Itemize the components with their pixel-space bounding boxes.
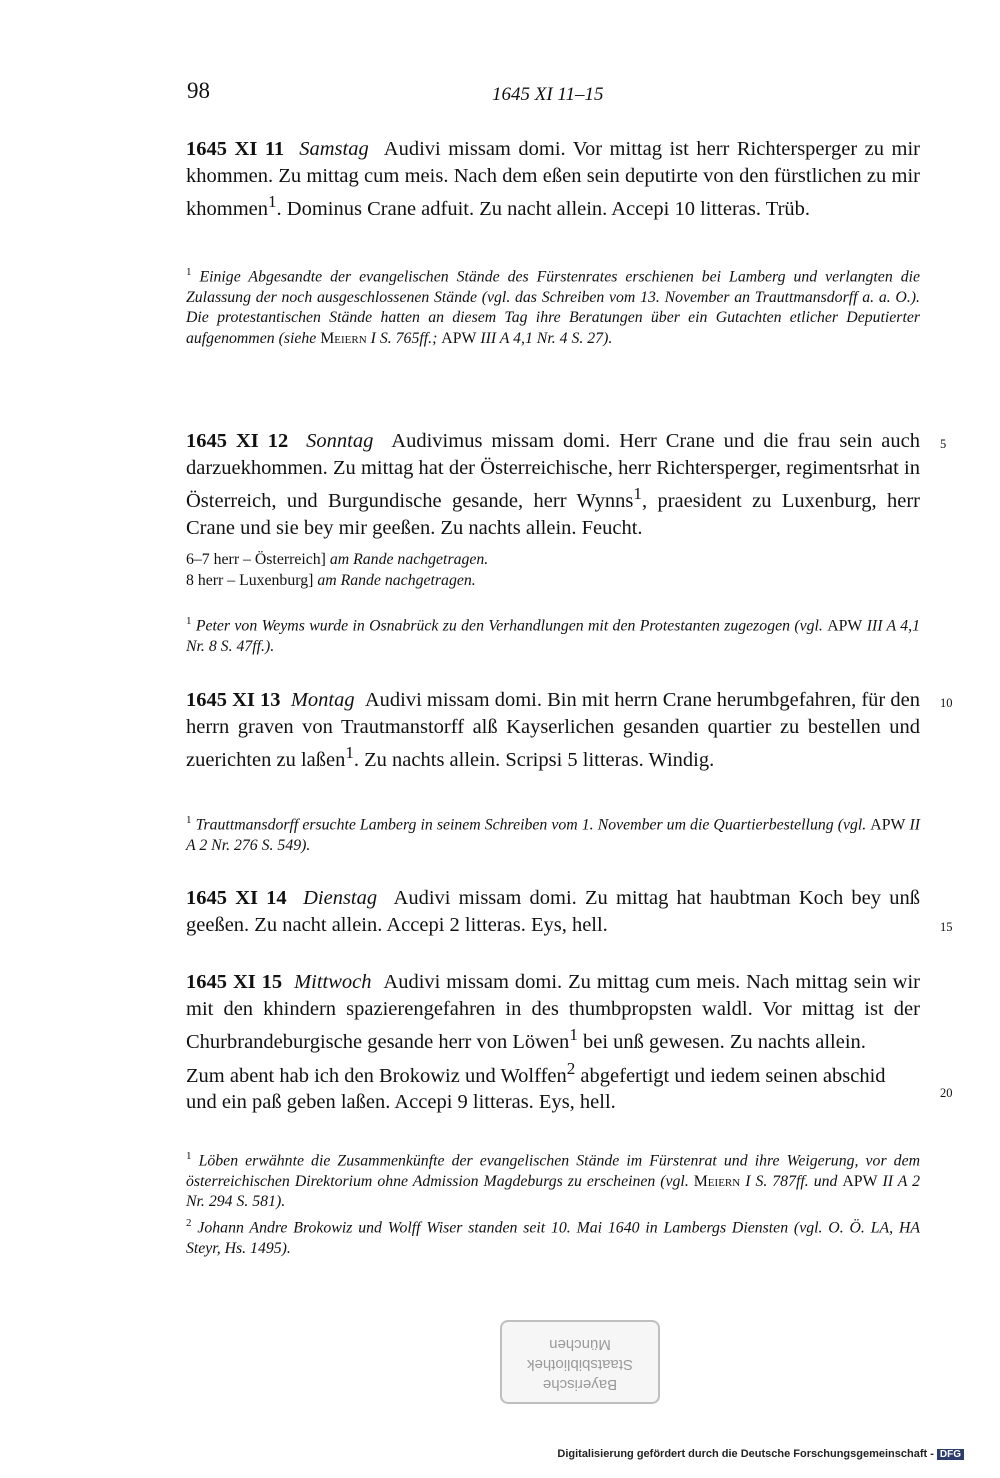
line-number: 20: [940, 1086, 953, 1100]
entry-text: Zum abent hab ich den Brokowiz und Wolffen: [186, 1064, 567, 1087]
entry-text: bei unß gewesen. Zu nachts allein.: [577, 1031, 866, 1054]
page-number: 98: [187, 78, 210, 103]
entry-text: Audivi missam domi. Zu mittag hat haubtman Koch bey unß geeßen. Zu nacht allein. Accepi 2 litteras. Eys, hell.: [186, 887, 920, 936]
footnote-number: 1: [186, 1150, 192, 1162]
line-number: 10: [940, 696, 953, 710]
digitization-footer: [557, 1448, 964, 1460]
running-head: 1645 XI 11–15: [492, 84, 604, 105]
entry-day: Samstag: [299, 138, 369, 160]
footnote-number: 2: [186, 1217, 192, 1230]
footnote-marker: 1: [268, 192, 277, 212]
footnote-source: APW: [842, 1172, 878, 1190]
footnote-marker: 1: [569, 1025, 578, 1045]
footnote-text: Johann Andre Brokowiz und Wolff Wiser standen seit 10. Mai 1640 in Lambergs Diensten (vgl. O. Ö. LA, HA Steyr, Hs. 1495).: [186, 1219, 920, 1257]
footnote-source: Meiern: [693, 1172, 741, 1190]
entry-text: . Zu nachts allein. Scripsi 5 litteras. Windig.: [353, 749, 715, 772]
footnote-marker: 1: [345, 743, 354, 763]
footnote-text: I S. 765ff.;: [366, 330, 442, 348]
footnote-text: Peter von Weyms wurde in Osnabrück zu den Verhandlungen mit den Protestanten zugezogen (vgl.: [195, 617, 828, 635]
footnote-source: Meiern: [320, 330, 367, 348]
library-stamp: [500, 1320, 660, 1404]
stamp-line: Bayerische: [542, 1376, 618, 1393]
dfg-logo: DFG: [937, 1449, 964, 1460]
entry-text: . Dominus Crane adfuit. Zu nacht allein. Accepi 10 litteras. Trüb.: [276, 198, 811, 221]
apparatus-note: am Rande nachgetragen.: [317, 571, 476, 589]
footnote-source: APW: [827, 617, 863, 635]
stamp-line: Staatsbibliothek: [527, 1356, 633, 1373]
entry-day: Sonntag: [306, 430, 374, 452]
footnote: [186, 262, 920, 350]
entry-text: Audivi missam domi. Vor mittag ist herr Richtersperger zu mir khommen. Zu mittag cum meis. Nach dem eßen sein deputirte von den fürstlichen zu mir khommen: [186, 138, 921, 221]
diary-entry: [186, 136, 920, 223]
entry-day: Montag: [290, 689, 355, 711]
line-number: 15: [940, 920, 953, 934]
footnote-number: 1: [186, 814, 192, 826]
apparatus-range: 8 herr – Luxenburg]: [186, 571, 314, 589]
footnote-text: Löben erwähnte die Zusammenkünfte der evangelischen Stände im Fürstenrat und ihre Weigerung, vor dem österreichischen Direktorium ohne Admission Magdeburgs zu erscheinen (vgl.: [186, 1152, 920, 1190]
entry-text: abgefertigt und iedem seinen abschid und ein paß geben laßen. Accepi 9 litteras. Eys, hell.: [186, 1064, 886, 1114]
footnote: [186, 1146, 920, 1260]
entry-date: 1645 XI 15: [186, 971, 283, 993]
entry-text: , praesident zu Luxenburg, herr Crane und sie bey mir geeßen. Zu nachts allein. Feucht.: [186, 490, 920, 539]
diary-entry: [186, 428, 920, 541]
footnote-text: I S. 787ff. und: [740, 1172, 843, 1190]
footnote-source: APW: [441, 330, 477, 348]
footnote: [186, 611, 920, 657]
entry-text: Audivi missam domi. Zu mittag cum meis. Nach mittag sein wir mit den khindern spazierengefahren in des thumbpropsten waldl. Vor mittag ist der Churbrandeburgische gesande herr von Löwen: [186, 971, 920, 1054]
entry-date: 1645 XI 14: [186, 887, 287, 909]
entry-date: 1645 XI 12: [186, 430, 289, 452]
footnote-source: APW: [870, 816, 906, 834]
footnote-text: Einige Abgesandte der evangelischen Stände des Fürstenrates erschienen bei Lamberg und verlangten die Zulassung der noch ausgeschlossenen Stände (vgl. das Schreiben vom 13. November an Trauttmansdorff a. a. O.). Die protestantischen Stände hatten an diesem Tag ihre Beratungen über ein Gutachten etlicher Deputierter aufgenommen (siehe: [186, 268, 920, 348]
apparatus: [186, 550, 920, 591]
apparatus-note: am Rande nachgetragen.: [329, 551, 489, 568]
footnote-number: 1: [186, 615, 192, 627]
entry-date: 1645 XI 11: [186, 138, 285, 160]
footnote-text: II A 2 Nr. 294 S. 581).: [186, 1172, 920, 1211]
footnote-marker: 1: [633, 484, 642, 504]
stamp-line: München: [549, 1336, 611, 1353]
footnote: [186, 810, 920, 856]
entry-day: Mittwoch: [294, 971, 372, 993]
entry-date: 1645 XI 13: [186, 689, 281, 711]
footnote-marker: 2: [566, 1058, 576, 1078]
footnote-text: III A 4,1 Nr. 8 S. 47ff.).: [186, 617, 920, 655]
footnote-number: 1: [186, 266, 192, 278]
footer-text: Digitalisierung gefördert durch die Deutsche Forschungsgemeinschaft -: [557, 1448, 934, 1460]
diary-entry: [186, 885, 920, 938]
entry-text: Audivimus missam domi. Herr Crane und die frau sein auch darzuekhommen. Zu mittag hat der Österreichische, herr Richtersperger, regimentsrhat in Österreich, und Burgundische gesande, herr Wynns: [186, 430, 921, 513]
line-number: 5: [940, 437, 947, 451]
diary-entry: [186, 969, 920, 1116]
footnote-text: Trauttmansdorff ersuchte Lamberg in seinem Schreiben vom 1. November um die Quartierbestellung (vgl.: [195, 816, 871, 834]
entry-text: Audivi missam domi. Bin mit herrn Crane herumbgefahren, für den herrn graven von Trautmanstorff alß Kayserlichen gesanden quartier zu bestellen und zuerichten zu laßen: [186, 689, 920, 772]
entry-day: Dienstag: [303, 887, 378, 909]
apparatus-range: 6–7 herr – Österreich]: [186, 551, 326, 568]
footnote-text: III A 4,1 Nr. 4 S. 27).: [476, 330, 613, 348]
diary-entry: [186, 687, 920, 774]
footnote-text: II A 2 Nr. 276 S. 549).: [186, 816, 920, 854]
